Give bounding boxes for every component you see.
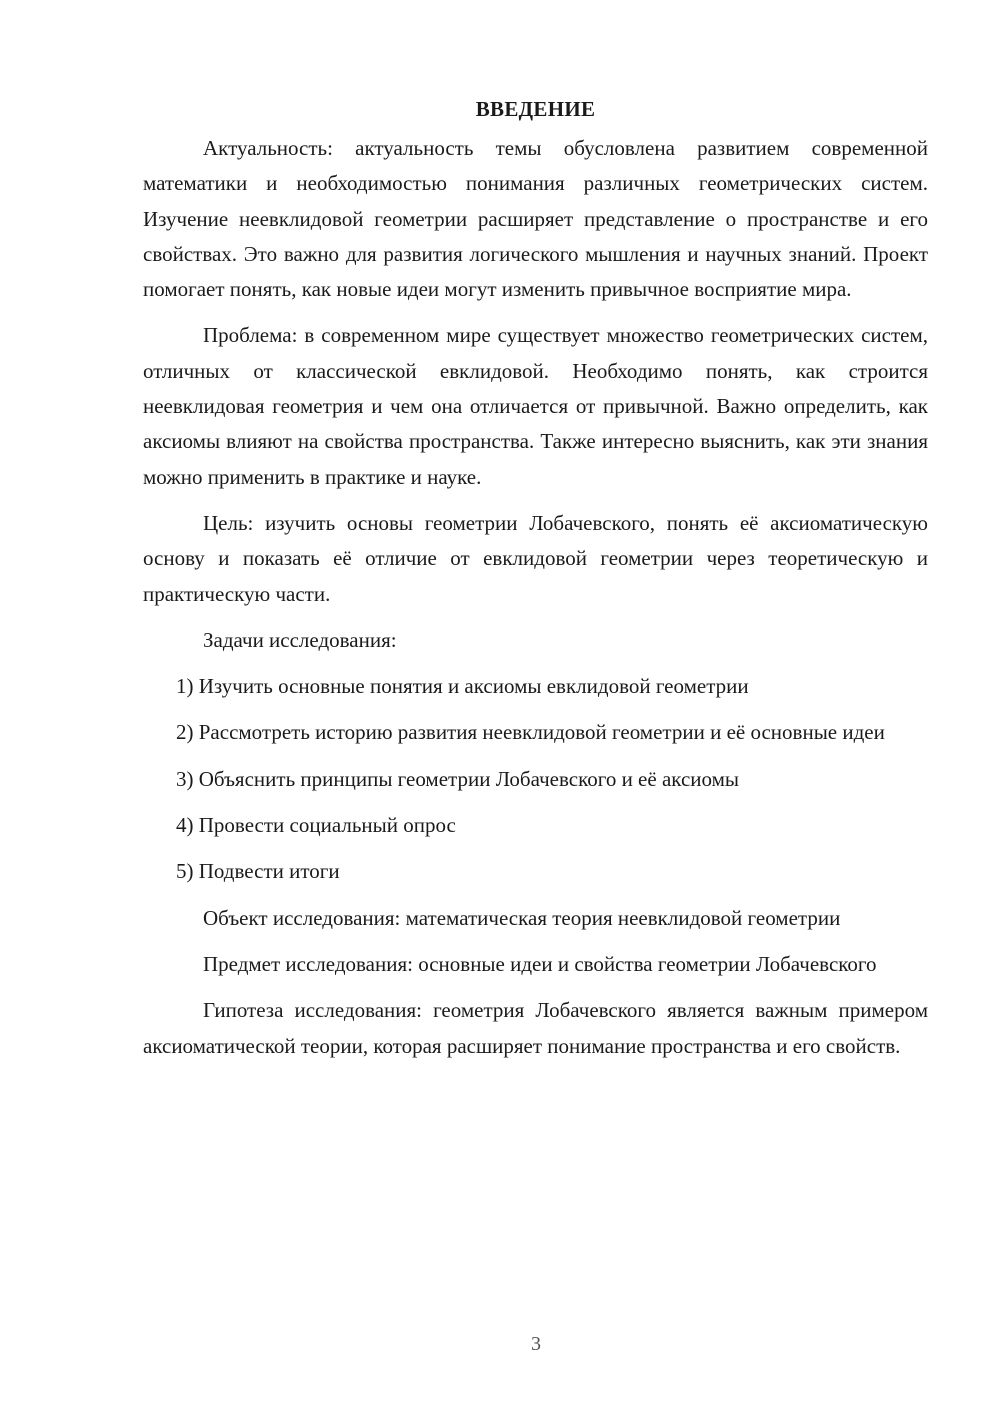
task-item-4: 4) Провести социальный опрос xyxy=(176,813,456,838)
task-item-5: 5) Подвести итоги xyxy=(176,859,340,884)
task-item-2: 2) Рассмотреть историю развития неевклидовой геометрии и её основные идеи xyxy=(176,720,885,745)
task-item-3: 3) Объяснить принципы геометрии Лобачевского и её аксиомы xyxy=(176,766,740,791)
task-item-1: 1) Изучить основные понятия и аксиомы евклидовой геометрии xyxy=(176,674,749,699)
tasks-heading: Задачи исследования: xyxy=(203,627,397,652)
page-number: 3 xyxy=(531,1333,541,1355)
document-page xyxy=(143,92,928,1075)
problem-paragraph: Проблема: в современном мире существует множество геометрических систем, отличных от классической евклидовой. Необходимо понять, как строится неевклидовая геометрия и чем она отличается от привычной. Важно определить, как аксиомы влияют на свойства пространства. Также интересно выяснить, как эти знания можно применить в практике и науке. xyxy=(143,323,928,489)
goal-paragraph: Цель: изучить основы геометрии Лобачевского, понять её аксиоматическую основу и показать её отличие от евклидовой геометрии через теоретическую и практическую части. xyxy=(143,510,928,606)
relevance-paragraph: Актуальность: актуальность темы обусловлена развитием современной математики и необходимостью понимания различных геометрических систем. Изучение неевклидовой геометрии расширяет представление о пространстве и его свойствах. Это важно для развития логического мышления и научных знаний. Проект помогает понять, как новые идеи могут изменить привычное восприятие мира. xyxy=(143,136,928,302)
hypothesis-paragraph: Гипотеза исследования: геометрия Лобачевского является важным примером аксиоматической теории, которая расширяет понимание пространства и его свойств. xyxy=(143,998,928,1058)
object-paragraph: Объект исследования: математическая теория неевклидовой геометрии xyxy=(203,905,841,930)
subject-paragraph: Предмет исследования: основные идеи и свойства геометрии Лобачевского xyxy=(203,951,877,976)
section-title: ВВЕДЕНИЕ xyxy=(475,97,596,121)
